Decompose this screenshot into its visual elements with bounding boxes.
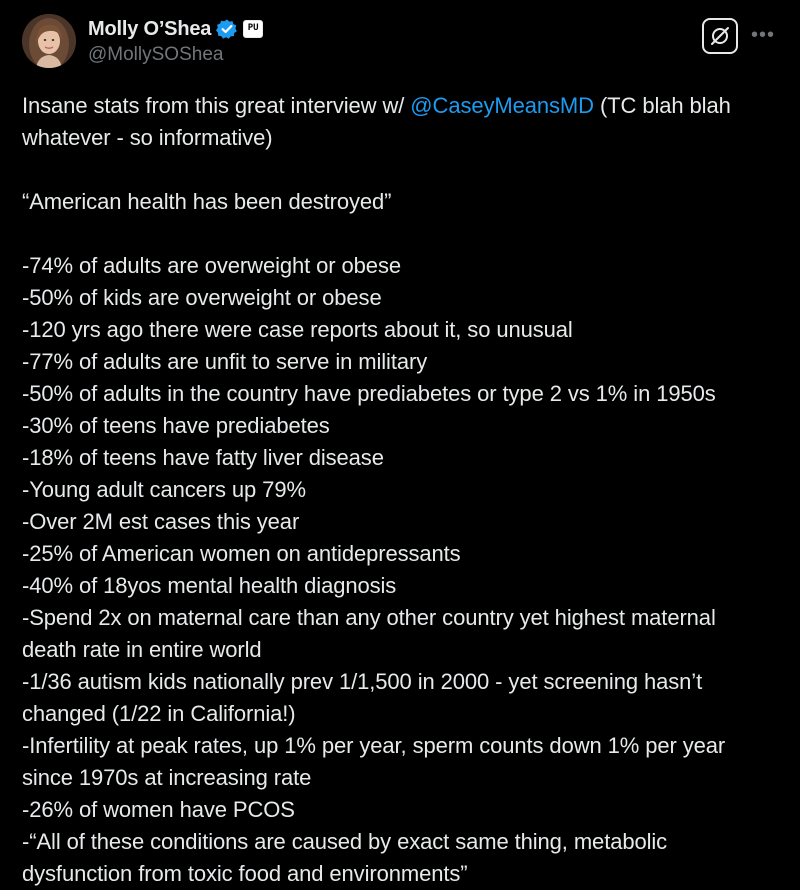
list-item: -Young adult cancers up 79% <box>22 477 306 502</box>
list-item: dysfunction from toxic food and environments” <box>22 861 468 886</box>
list-item: -18% of teens have fatty liver disease <box>22 445 384 470</box>
list-item: -Over 2M est cases this year <box>22 509 300 534</box>
list-item: -120 yrs ago there were case reports about it, so unusual <box>22 317 573 342</box>
list-item: -25% of American women on antidepressants <box>22 541 461 566</box>
verified-badge-icon <box>216 18 238 40</box>
list-item: -50% of adults in the country have prediabetes or type 2 vs 1% in 1950s <box>22 381 716 406</box>
list-item: since 1970s at increasing rate <box>22 765 312 790</box>
list-item: -40% of 18yos mental health diagnosis <box>22 573 397 598</box>
list-item: -77% of adults are unfit to serve in military <box>22 349 428 374</box>
list-item: -1/36 autism kids nationally prev 1/1,500 in 2000 - yet screening hasn’t <box>22 669 703 694</box>
list-item: -50% of kids are overweight or obese <box>22 285 382 310</box>
avatar[interactable] <box>22 14 76 68</box>
mention-link[interactable]: @CaseyMeansMD <box>410 93 594 118</box>
list-item: death rate in entire world <box>22 637 262 662</box>
list-item: -“All of these conditions are caused by exact same thing, metabolic <box>22 829 668 854</box>
list-item: changed (1/22 in California!) <box>22 701 296 726</box>
name-row <box>88 16 263 42</box>
list-item: -Spend 2x on maternal care than any other country yet highest maternal <box>22 605 716 630</box>
spacer <box>22 218 792 250</box>
avatar-image <box>22 14 76 68</box>
display-name[interactable]: Molly O’Shea <box>88 17 212 40</box>
stats-list <box>22 250 792 890</box>
spacer <box>22 154 792 186</box>
grok-button[interactable] <box>702 18 738 54</box>
list-item: -Infertility at peak rates, up 1% per year, sperm counts down 1% per year <box>22 733 726 758</box>
intro-after: (TC blah blah <box>593 93 731 118</box>
more-options-icon: ••• <box>750 23 775 46</box>
list-item: -30% of teens have prediabetes <box>22 413 330 438</box>
tweet-header <box>22 14 778 70</box>
tweet-text <box>22 90 792 890</box>
list-item: -26% of women have PCOS <box>22 797 295 822</box>
intro-line-2: whatever - so informative) <box>22 125 273 150</box>
intro-line-1 <box>22 90 792 122</box>
quote-line: “American health has been destroyed” <box>22 189 392 214</box>
author-names <box>88 16 263 66</box>
affiliate-badge-icon[interactable]: PU <box>243 20 263 38</box>
more-options-button[interactable] <box>748 20 778 50</box>
list-item: -74% of adults are overweight or obese <box>22 253 401 278</box>
intro-before: Insane stats from this great interview w/ <box>22 93 411 118</box>
grok-icon <box>709 25 731 47</box>
handle[interactable]: @MollySOShea <box>88 44 224 65</box>
